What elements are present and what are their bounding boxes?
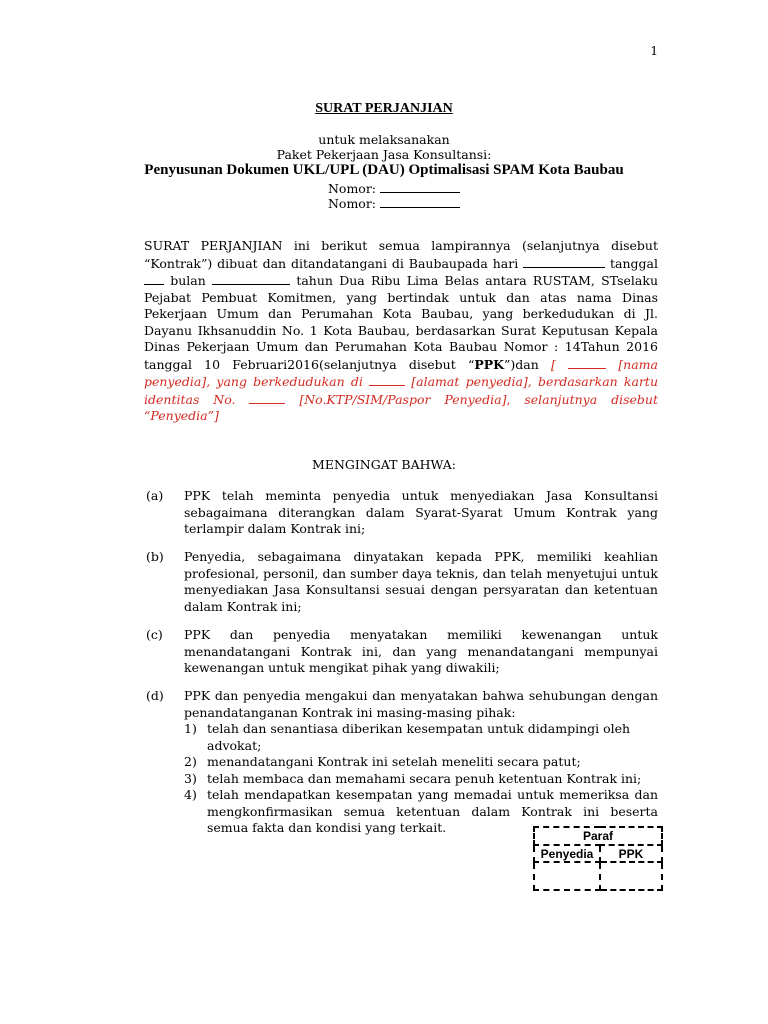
intro-text: ”)dan: [504, 356, 551, 372]
item-label: (b): [146, 549, 164, 564]
nomor-blank: [380, 180, 460, 193]
ppk-term: PPK: [474, 356, 505, 372]
page-number: 1: [650, 44, 658, 58]
blank-field: [523, 255, 605, 268]
list-item: [146, 488, 658, 538]
blank-field: [249, 391, 285, 404]
sub-item-text: menandatangani Kontrak ini setelah meneliti secara patut;: [207, 754, 581, 769]
item-text: PPK dan penyedia menyatakan memiliki kewenangan untuk menandatangani Kontrak ini, dan yang menandatangani mempunyai kewenangan untuk mengikat pihak yang diwakili;: [184, 627, 658, 675]
intro-text: tahun Dua Ribu Lima Belas antara RUSTAM, STselaku Pejabat Pembuat Komitmen, yang bertindak untuk dan atas nama Dinas Pekerjaan Umum dan Perumahan Kota Baubau, yang berkedudukan di Jl. Dayanu Ikhsanuddin No. 1 Kota Baubau, berdasarkan Surat Keputusan Kepala Dinas Pekerjaan Umum dan Perumahan Kota Baubau Nomor : 14Tahun 2016 tanggal 10 Februari2016(selanjutnya disebut “: [144, 273, 659, 372]
sub-item-text: telah mendapatkan kesempatan yang memadai untuk memeriksa dan mengkonfirmasikan semua ketentuan dalam Kontrak ini beserta semua fakta dan kondisi yang terkait.: [207, 787, 658, 835]
sub-item-number: 4): [184, 787, 197, 802]
nomor-blank: [380, 195, 460, 208]
subtitle-line-2: Paket Pekerjaan Jasa Konsultansi:: [276, 147, 492, 162]
paraf-column-ppk: PPK: [600, 845, 662, 862]
list-item: [146, 627, 658, 677]
list-item: [146, 688, 658, 837]
item-label: (c): [146, 627, 163, 642]
sub-item-number: 2): [184, 754, 197, 769]
project-title: Penyusunan Dokumen UKL/UPL (DAU) Optimalisasi SPAM Kota Baubau: [144, 162, 624, 178]
intro-paragraph: [144, 238, 658, 425]
nomor-line-2: [0, 195, 768, 211]
red-placeholder: [nama penyedia], yang berkedudukan di: [144, 356, 658, 389]
paraf-column-penyedia: Penyedia: [534, 845, 600, 862]
nomor-label: Nomor:: [327, 181, 377, 196]
item-label: (d): [146, 688, 164, 703]
blank-field: [212, 272, 290, 285]
list-item: [146, 549, 658, 615]
subtitle-line-1: untuk melaksanakan: [318, 132, 450, 147]
blank-field: [144, 272, 164, 285]
red-placeholder: [No.KTP/SIM/Paspor Penyedia], selanjutnya disebut “Penyedia”]: [144, 391, 658, 423]
nomor-label: Nomor:: [327, 196, 377, 211]
paraf-signature-cell: [534, 862, 600, 890]
paraf-header: Paraf: [534, 827, 662, 845]
sub-item-text: telah membaca dan memahami secara penuh ketentuan Kontrak ini;: [207, 770, 642, 786]
mengingat-heading: MENGINGAT BAHWA:: [312, 457, 456, 472]
sub-item-number: 1): [184, 721, 197, 736]
item-label: (a): [146, 488, 164, 503]
document-title: SURAT PERJANJIAN: [315, 101, 453, 116]
intro-text: SURAT PERJANJIAN ini berikut semua lampirannya (selanjutnya disebut “Kontrak”) dibuat dan ditandatangani di Baubaupada hari: [144, 238, 658, 271]
intro-text: bulan: [164, 273, 213, 288]
red-placeholder: [alamat penyedia], berdasarkan kartu identitas No.: [144, 374, 658, 407]
nomor-line-1: [0, 180, 768, 196]
sub-item-text: telah dan senantiasa diberikan kesempatan untuk didampingi oleh advokat;: [207, 721, 631, 753]
item-text: Penyedia, sebagaimana dinyatakan kepada PPK, memiliki keahlian profesional, personil, dan sumber daya teknis, dan telah menyetujui untuk menyediakan Jasa Konsultansi sesuai dengan persyaratan dan ketentuan dalam Kontrak ini;: [184, 549, 658, 614]
sub-item: [184, 771, 658, 788]
red-placeholder: [: [551, 356, 569, 372]
item-text: PPK telah meminta penyedia untuk menyediakan Jasa Konsultansi sebagaimana diterangkan dalam Syarat-Syarat Umum Kontrak yang terlampir dalam Kontrak ini;: [184, 488, 658, 536]
sub-item-number: 3): [184, 770, 197, 786]
blank-field: [369, 373, 405, 386]
sub-item: [184, 754, 658, 771]
paraf-table: [533, 826, 663, 891]
sub-item: [184, 721, 658, 754]
item-text: PPK dan penyedia mengakui dan menyatakan bahwa sehubungan dengan penandatanganan Kontrak ini masing-masing pihak:: [184, 688, 658, 720]
blank-field: [568, 356, 606, 369]
intro-text: tanggal: [605, 255, 658, 271]
paraf-signature-cell: [600, 862, 662, 890]
